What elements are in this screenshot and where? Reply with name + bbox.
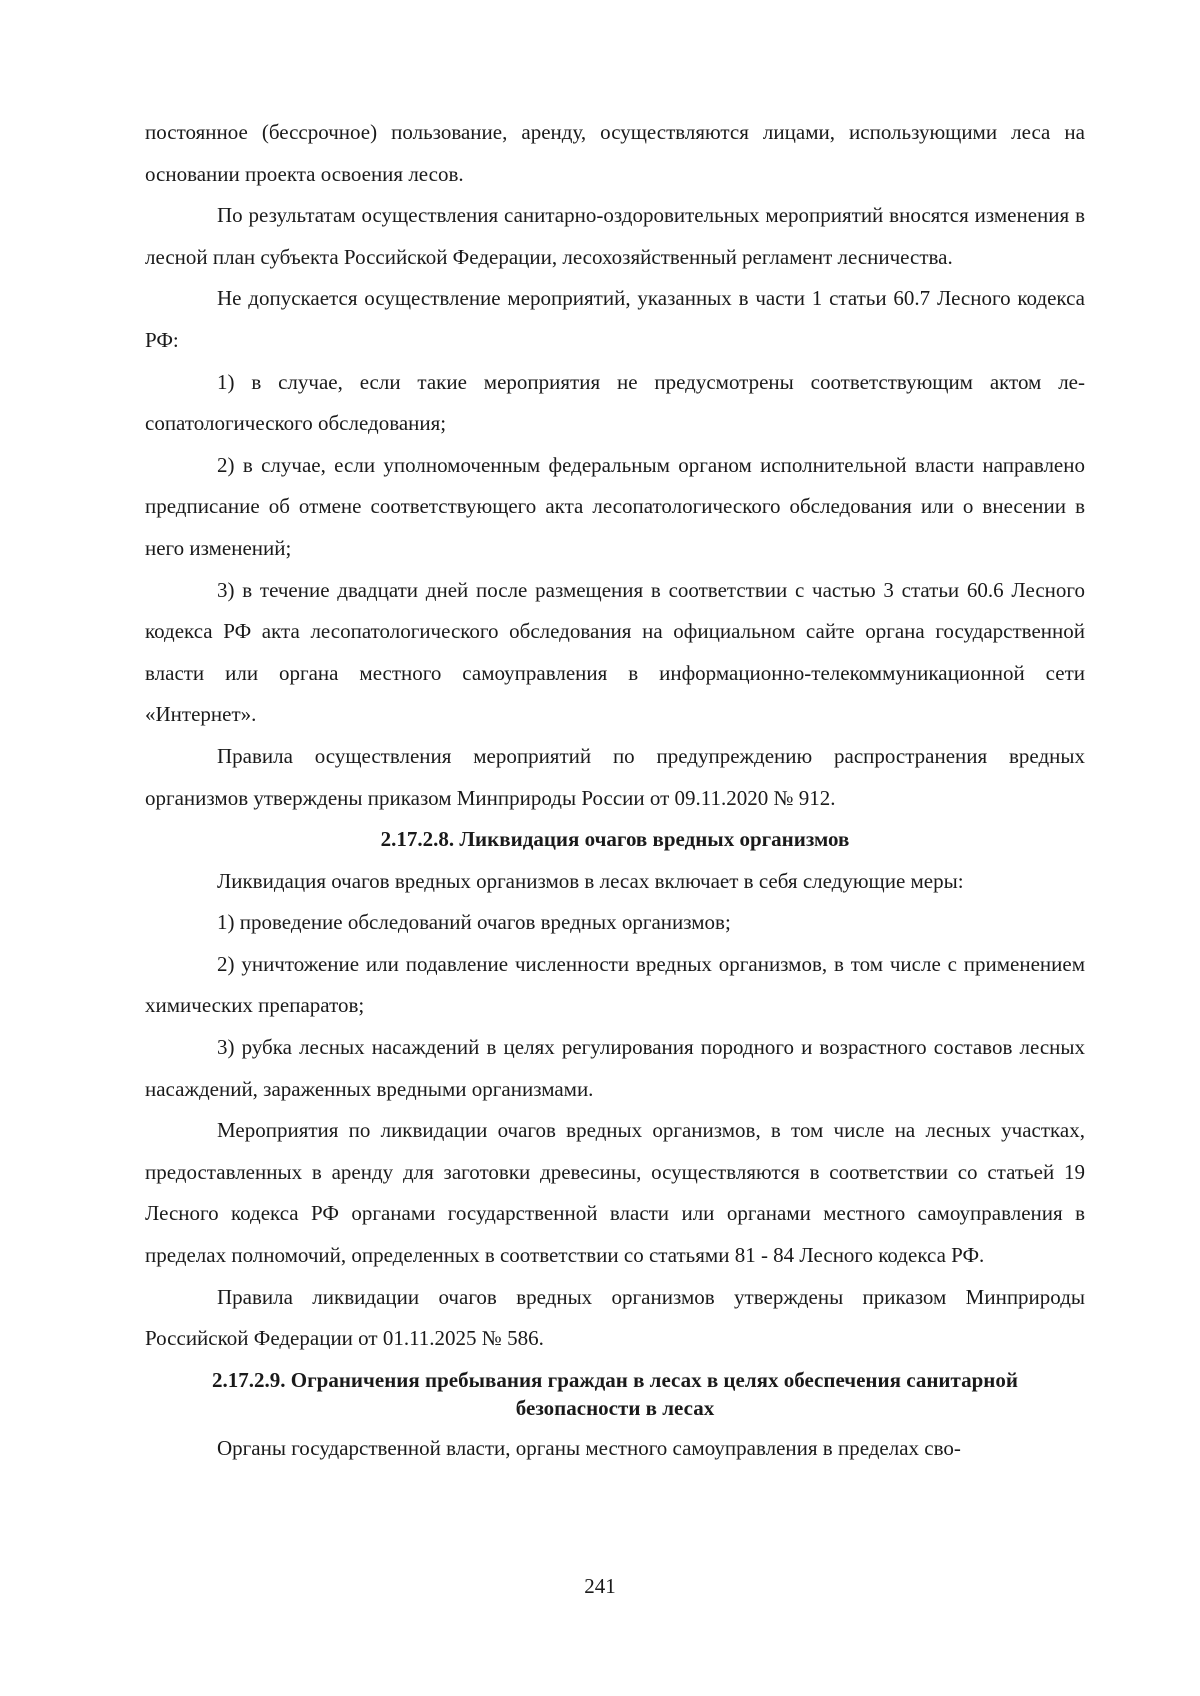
- list-item: 3) рубка лесных насаждений в целях регулирования породного и возрастного составов лесных насаждений, зараженных вредными организмами.: [145, 1035, 1085, 1101]
- list-item: 1) в случае, если такие мероприятия не предусмотрены соответствующим актом лесопатологического обследования;: [145, 369, 1085, 436]
- section-heading-line: 2.17.2.9. Ограничения пребывания граждан в лесах в целях обеспечения санитарной: [212, 1367, 1018, 1392]
- paragraph: Мероприятия по ликвидации очагов вредных организмов, в том числе на лесных участках, предоставленных в аренду для заготовки древесины, осуществляются в соответствии со статьей 19 Лесного кодекса РФ органами государственной власти или органами местного самоуправления в пределах полномочий, определенных в соответствии со статьями 81 - 84 Лесного кодекса РФ.: [145, 1118, 1085, 1268]
- list-item: 3) в течение двадцати дней после размещения в соответствии с частью 3 статьи 60.6 Лесного кодекса РФ акта лесопатологического обследования на официальном сайте органа государственной власти или органа местного самоуправления в информационно-телекоммуникационной сети «Интернет».: [145, 577, 1085, 727]
- paragraph: Ликвидация очагов вредных организмов в лесах включает в себя следующие меры:: [217, 868, 964, 893]
- section-heading-line: безопасности в лесах: [515, 1395, 715, 1420]
- paragraph: Органы государственной власти, органы местного самоуправления в пределах сво-: [217, 1435, 961, 1460]
- section-heading: [145, 1366, 1085, 1422]
- document-page: [145, 112, 1085, 1469]
- paragraph: постоянное (бессрочное) пользование, аренду, осуществляются лицами, использующими леса на основании проекта освоения лесов.: [145, 120, 1085, 186]
- paragraph: Не допускается осуществление мероприятий, указанных в части 1 статьи 60.7 Лесного кодекса РФ:: [145, 286, 1085, 352]
- list-item: 2) уничтожение или подавление численности вредных организмов, в том числе с применением химических препаратов;: [145, 951, 1085, 1018]
- page-number: 241: [584, 1574, 616, 1598]
- paragraph: Правила осуществления мероприятий по предупреждению распространения вредных организмов утверждены приказом Минприроды России от 09.11.2020 № 912.: [145, 743, 1085, 810]
- section-heading: 2.17.2.8. Ликвидация очагов вредных организмов: [380, 827, 850, 852]
- paragraph: Правила ликвидации очагов вредных организмов утверждены приказом Минприроды Российской Федерации от 01.11.2025 № 586.: [145, 1284, 1085, 1351]
- list-item: 2) в случае, если уполномоченным федеральным органом исполнительной власти направлено предписание об отмене соответствующего акта лесопатологического обследования или о внесении в него изменений;: [145, 452, 1085, 560]
- paragraph: По результатам осуществления санитарно-оздоровительных мероприятий вносятся изменения в лесной план субъекта Российской Федерации, лесохозяйственный регламент лесничества.: [145, 203, 1085, 269]
- list-item: 1) проведение обследований очагов вредных организмов;: [217, 910, 731, 935]
